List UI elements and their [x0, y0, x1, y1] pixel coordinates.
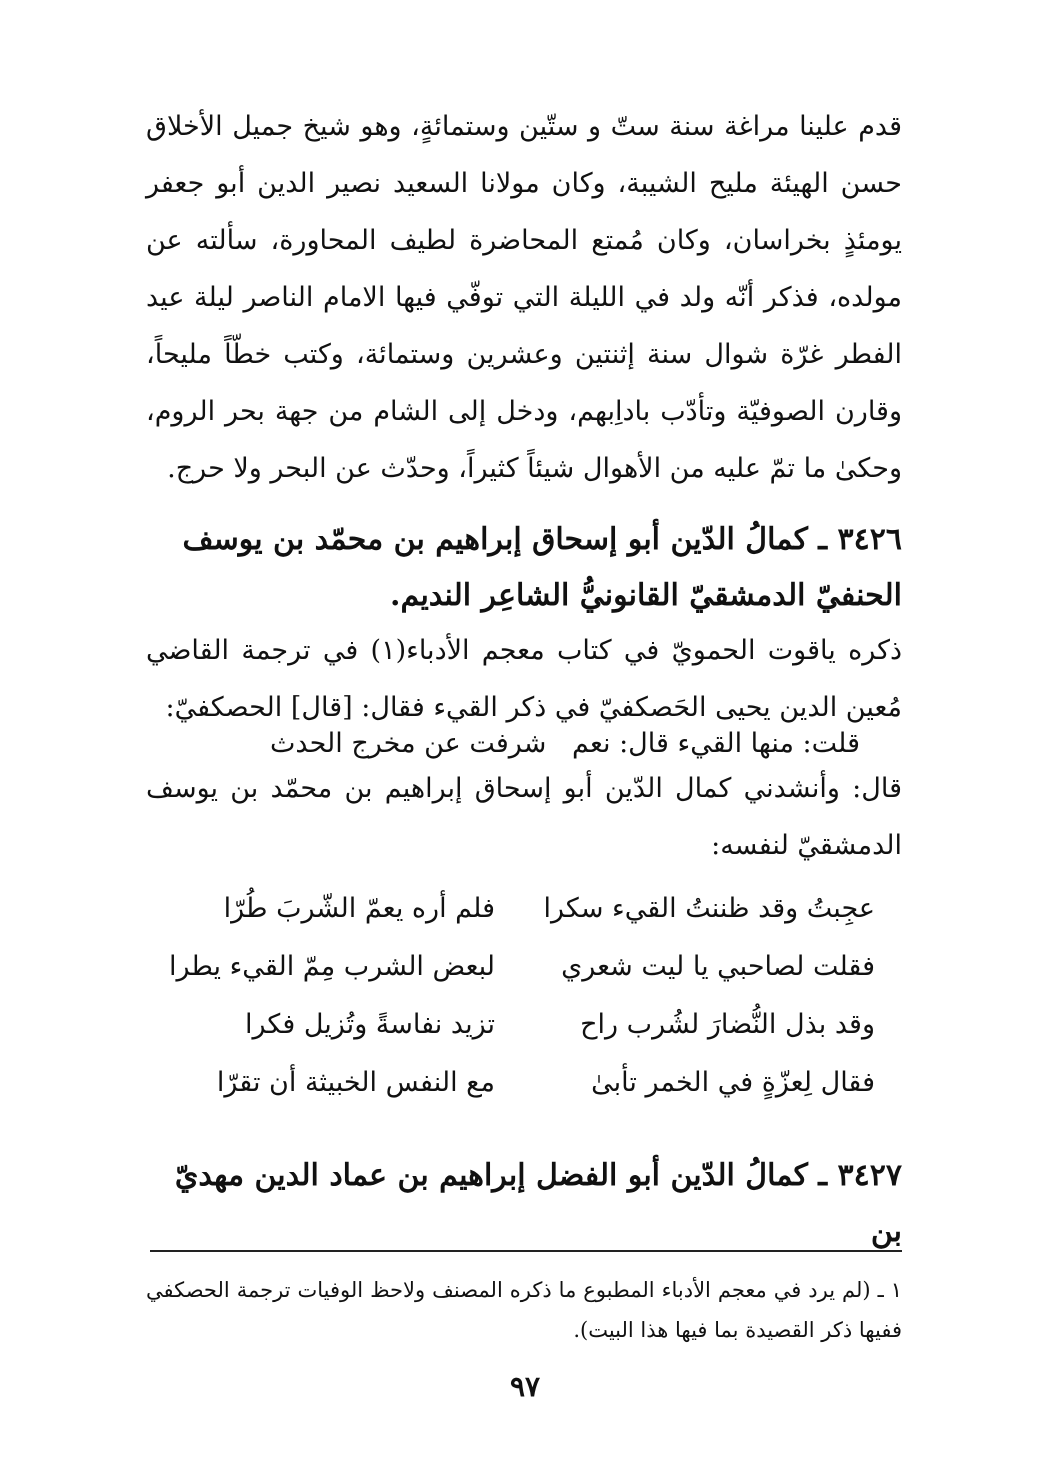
body-paragraph: قدم علينا مراغة سنة ستّ و ستّين وستمائةٍ، وهو شيخ جميل الأخلاق حسن الهيئة مليح الشيبة، وكان مولانا السعيد نصير الدين أبو جعفر يومئذٍ بخراسان، وكان مُمتع المحاضرة لطيف المحاورة، سألته عن مولده، فذكر أنّه ولد في الليلة التي توفّي فيها الامام الناصر ليلة عيد الفطر غرّة شوال سنة إثنتين وعشرين وستمائة، وكتب خطّاً مليحاً، وقارن الصوفيّة وتأدّب باداِبهم، ودخل إلى الشام من جهة بحر الروم، وحكىٰ ما تمّ عليه من الأهوال شيئاً كثيراً، وحدّث عن البحر ولا حرج.	[146, 111, 902, 484]
footnote-divider	[150, 1250, 902, 1252]
footnote: ١ ـ (لم يرد في معجم الأدباء المطبوع ما ذكره المصنف ولاحظ الوفيات ترجمة الحصكفي ففيها ذكر القصيدة بما فيها هذا البيت).	[146, 1278, 902, 1342]
poem-verse	[155, 880, 875, 938]
verse-hemistich-second: شرفت عن مخرج الحدث	[270, 728, 547, 759]
poem-hemistich-second: فلم أره يعمّ الشّربَ طُرّا	[223, 893, 495, 924]
poem-hemistich-first: فقلت لصاحبي يا ليت شعري	[561, 951, 875, 982]
entry-heading-3427: ٣٤٢٧ ـ كمالُ الدّين أبو الفضل إبراهيم بن عماد الدين مهديّ بن	[174, 1158, 902, 1249]
poem-hemistich-first: وقد بذل النُّضارَ لشُرب راح	[580, 1009, 875, 1040]
entry-heading-3426: ٣٤٢٦ ـ كمالُ الدّين أبو إسحاق إبراهيم بن محمّد بن يوسف الحنفيّ الدمشقيّ القانونيُّ الشاعِر النديم.	[182, 522, 902, 613]
body-paragraph: قال: وأنشدني كمال الدّين أبو إسحاق إبراهيم بن محمّد بن يوسف الدمشقيّ لنفسه:	[146, 773, 902, 861]
verse-hemistich-first: قلت: منها القيء قال: نعم	[571, 728, 860, 759]
body-paragraph: ذكره ياقوت الحمويّ في كتاب معجم الأدباء(١) في ترجمة القاضي مُعين الدين يحيى الحَصكفيّ في ذكر القيء فقال: [قال] الحصكفيّ:	[146, 635, 902, 723]
poem-hemistich-second: مع النفس الخبيثة أن تقرّا	[216, 1067, 495, 1098]
verse-line	[270, 724, 860, 764]
poem-hemistich-second: لبعض الشرب مِمّ القيء يطرا	[168, 951, 495, 982]
page-number: ٩٧	[509, 1370, 541, 1403]
poem	[155, 880, 875, 1112]
poem-verse	[155, 1054, 875, 1112]
poem-verse	[155, 996, 875, 1054]
poem-verse	[155, 938, 875, 996]
poem-hemistich-first: فقال لِعزّةٍ في الخمر تأبىٰ	[591, 1067, 875, 1098]
poem-hemistich-second: تزيد نفاسةً وتُزيل فكرا	[245, 1009, 495, 1040]
poem-hemistich-first: عجِبتُ وقد ظننتُ القيء سكرا	[543, 893, 875, 924]
